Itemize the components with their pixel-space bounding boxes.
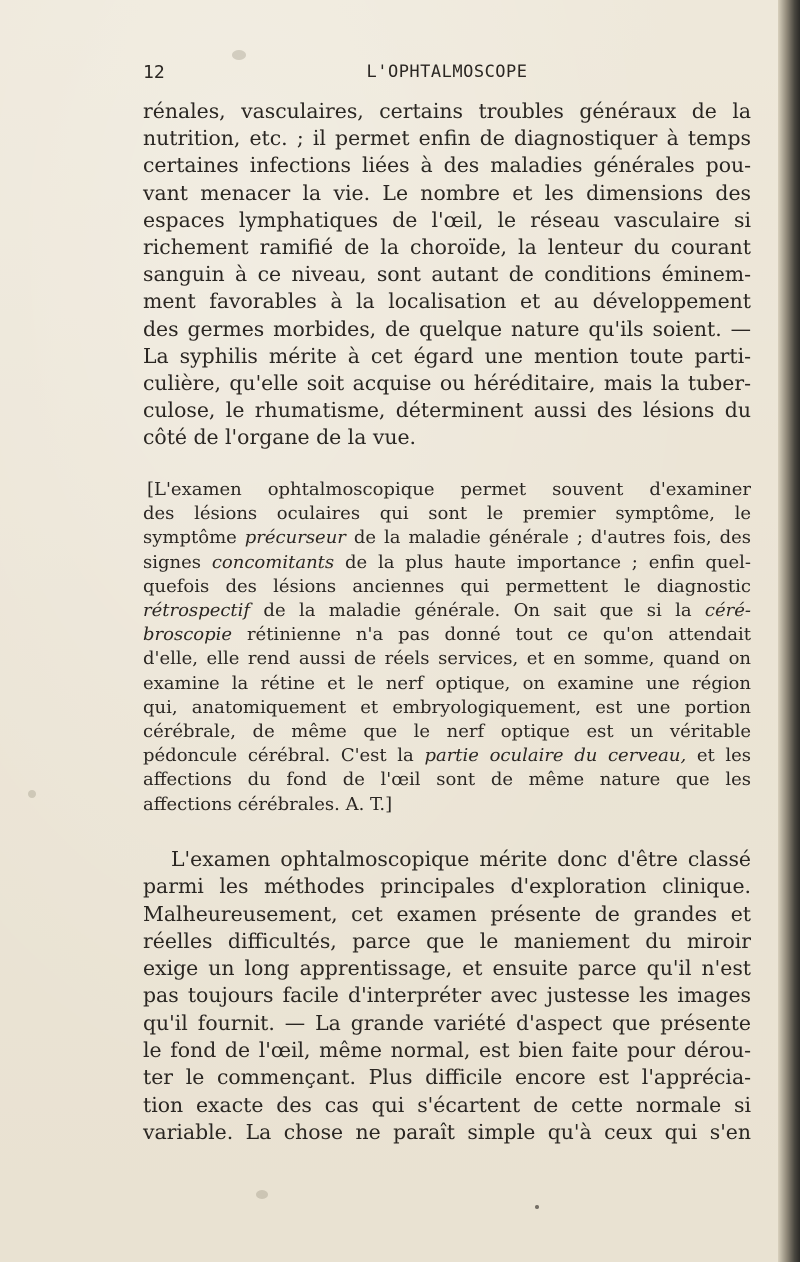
italic-term: rétrospectif xyxy=(143,600,251,622)
text-run: de la maladie générale ; d'autres fois, des xyxy=(345,527,751,549)
text-line xyxy=(143,744,751,768)
text-line: vant menacer la vie. Le nombre et les dimensions des xyxy=(143,180,751,205)
running-title: L'OPHTALMOSCOPE xyxy=(366,62,528,82)
text-line: quefois des lésions anciennes qui permettent le diagnostic xyxy=(143,575,751,597)
text-line: parmi les méthodes principales d'exploration clinique. xyxy=(143,874,751,899)
text-line: réelles difficultés, parce que le maniement du miroir xyxy=(143,928,751,953)
text-line: exige un long apprentissage, et ensuite parce qu'il n'est xyxy=(143,956,751,981)
text-line xyxy=(143,551,751,575)
text-line xyxy=(143,623,751,647)
paper-stain xyxy=(28,790,36,798)
text-line: ment favorables à la localisation et au développement xyxy=(143,289,751,314)
text-line: certaines infections liées à des maladies générales pou- xyxy=(143,153,751,178)
text-line: des germes morbides, de quelque nature qu'ils soient. — xyxy=(143,316,751,341)
text-line: [L'examen ophtalmoscopique permet souvent d'examiner xyxy=(147,479,751,500)
text-line: qu'il fournit. — La grande variété d'aspect que présente xyxy=(143,1010,751,1035)
editor-note-paragraph xyxy=(143,478,751,817)
text-line: côté de l'organe de la vue. xyxy=(143,425,417,450)
text-line: examine la rétine et le nerf optique, on examine une région xyxy=(143,672,751,694)
text-line: culose, le rhumatisme, déterminent aussi des lésions du xyxy=(143,398,751,423)
text-line: le fond de l'œil, même normal, est bien faite pour dérou- xyxy=(143,1038,751,1063)
italic-term: précurseur xyxy=(244,527,346,549)
text-run: de la plus haute importance ; enfin quel- xyxy=(334,551,751,573)
text-line: richement ramifié de la choroïde, la lenteur du courant xyxy=(143,235,751,260)
text-line: ter le commençant. Plus difficile encore est l'apprécia- xyxy=(143,1065,751,1090)
page-number: 12 xyxy=(143,62,165,83)
text-line: qui, anatomiquement et embryologiquement, est une portion xyxy=(143,696,751,718)
italic-term: partie oculaire du cerveau, xyxy=(424,745,687,767)
text-run: symptôme xyxy=(143,527,245,549)
text-line: rénales, vasculaires, certains troubles généraux de la xyxy=(143,99,751,123)
ink-dot xyxy=(535,1205,539,1209)
page-binding-edge xyxy=(778,0,800,1262)
text-line: des lésions oculaires qui sont le premier symptôme, le xyxy=(143,503,751,525)
text-run: pédoncule cérébral. C'est la xyxy=(143,745,425,767)
italic-term: céré- xyxy=(704,600,751,622)
paper-stain xyxy=(232,50,246,60)
paragraph-1 xyxy=(143,98,751,452)
text-line: nutrition, etc. ; il permet enfin de diagnostiquer à temps xyxy=(143,126,751,151)
text-line: cérébrale, de même que le nerf optique est un véritable xyxy=(143,721,751,743)
text-line: affections du fond de l'œil sont de même nature que les xyxy=(143,769,751,791)
text-line: variable. La chose ne paraît simple qu'à ceux qui s'en xyxy=(143,1119,751,1144)
text-run: de la maladie générale. On sait que si la xyxy=(250,600,705,622)
paper-stain xyxy=(256,1190,268,1199)
text-run: signes xyxy=(143,551,212,573)
italic-term: concomitants xyxy=(211,551,335,573)
text-line: sanguin à ce niveau, sont autant de conditions éminem- xyxy=(143,262,751,287)
text-line: culière, qu'elle soit acquise ou héréditaire, mais la tuber- xyxy=(143,371,751,396)
text-line: Malheureusement, cet examen présente de grandes et xyxy=(143,901,751,926)
text-line: La syphilis mérite à cet égard une mention toute parti- xyxy=(143,343,751,368)
text-line: affections cérébrales. A. T.] xyxy=(143,793,393,815)
page-header xyxy=(143,60,751,90)
text-line xyxy=(143,599,751,623)
text-line: espaces lymphatiques de l'œil, le réseau vasculaire si xyxy=(143,207,751,232)
text-run: et les xyxy=(686,745,751,767)
text-line: pas toujours facile d'interpréter avec justesse les images xyxy=(143,983,751,1008)
italic-term: broscopie xyxy=(143,624,233,646)
paragraph-3 xyxy=(143,846,751,1146)
text-line xyxy=(143,526,751,550)
text-line: d'elle, elle rend aussi de réels services, et en somme, quand on xyxy=(143,648,751,670)
text-line: tion exacte des cas qui s'écartent de cette normale si xyxy=(143,1092,751,1117)
text-run: rétinienne n'a pas donné tout ce qu'on attendait xyxy=(232,624,751,646)
text-line: L'examen ophtalmoscopique mérite donc d'être classé xyxy=(171,847,751,871)
